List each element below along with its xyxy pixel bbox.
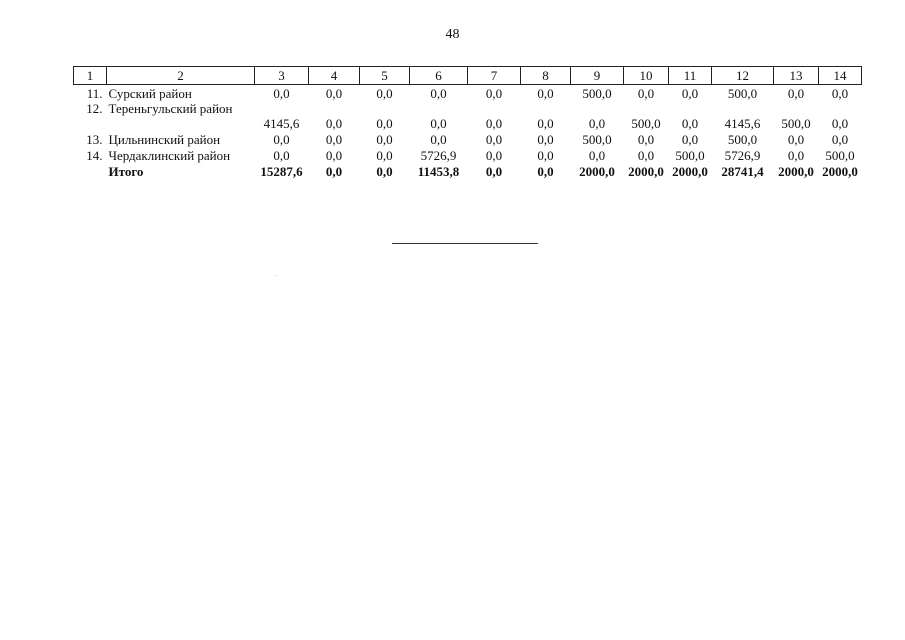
total-value-cell: 0,0	[376, 164, 393, 179]
table-row	[74, 147, 862, 163]
district-name: Сурский район	[108, 86, 192, 101]
value-cell: 0,0	[325, 86, 343, 101]
total-row	[74, 163, 862, 179]
value-cell: 500,0	[781, 116, 811, 131]
value-cell: 0,0	[831, 86, 849, 101]
column-header: 10	[624, 67, 669, 85]
total-value-cell: 2000,0	[822, 164, 858, 179]
value-cell: 0,0	[430, 116, 447, 131]
value-cell: 4145,6	[724, 116, 761, 131]
row-number: 11.	[86, 86, 103, 101]
column-header: 12	[712, 67, 774, 85]
value-cell: 0,0	[325, 132, 343, 147]
header-row	[74, 67, 862, 85]
value-cell: 0,0	[430, 132, 447, 147]
column-header: 2	[107, 67, 255, 85]
total-value-cell: 2000,0	[672, 164, 708, 179]
value-cell: 4145,6	[263, 116, 300, 131]
value-cell: 0,0	[537, 148, 554, 163]
value-cell: 0,0	[537, 132, 554, 147]
value-cell: 500,0	[675, 148, 705, 163]
column-header: 8	[521, 67, 571, 85]
district-name: Тереньгульский район	[108, 101, 233, 116]
value-cell: 0,0	[325, 116, 343, 131]
value-cell: 0,0	[273, 148, 290, 163]
value-cell: 0,0	[537, 116, 554, 131]
value-cell: 0,0	[273, 132, 290, 147]
value-cell: 0,0	[485, 148, 503, 163]
value-cell: 0,0	[537, 86, 554, 101]
end-rule-divider	[392, 243, 538, 244]
value-cell: 0,0	[787, 148, 805, 163]
total-value-cell: 2000,0	[579, 164, 615, 179]
value-cell: 0,0	[831, 132, 849, 147]
value-cell: 0,0	[787, 86, 805, 101]
value-cell: 500,0	[631, 116, 661, 131]
value-cell: 500,0	[825, 148, 855, 163]
row-number	[74, 163, 107, 179]
row-number: 14.	[86, 148, 103, 163]
value-cell: 0,0	[485, 132, 503, 147]
value-cell: 0,0	[376, 132, 393, 147]
column-header: 6	[410, 67, 468, 85]
table-row	[74, 85, 862, 102]
district-name: Цильнинский район	[108, 132, 221, 147]
table-row	[74, 131, 862, 147]
total-value-cell: 0,0	[325, 164, 343, 179]
value-cell: 0,0	[485, 116, 503, 131]
total-value-cell: 15287,6	[260, 164, 303, 179]
value-cell: 0,0	[376, 148, 393, 163]
value-cell: 5726,9	[420, 148, 457, 163]
budget-table	[73, 66, 862, 179]
value-cell: 0,0	[637, 86, 655, 101]
column-header: 1	[74, 67, 107, 85]
column-header: 3	[255, 67, 309, 85]
page-number: 48	[445, 27, 460, 42]
value-cell: 0,0	[637, 132, 655, 147]
column-header: 11	[669, 67, 712, 85]
column-header: 5	[360, 67, 410, 85]
value-cell: 0,0	[588, 116, 606, 131]
value-cell: 0,0	[485, 86, 503, 101]
row-number: 13.	[86, 132, 103, 147]
total-value-cell: 0,0	[485, 164, 503, 179]
total-value-cell: 0,0	[537, 164, 554, 179]
value-cell: 5726,9	[724, 148, 761, 163]
total-value-cell: 2000,0	[628, 164, 664, 179]
value-cell: 0,0	[325, 148, 343, 163]
table-row	[74, 101, 862, 131]
row-number: 12.	[86, 101, 103, 116]
value-cell: 500,0	[582, 132, 612, 147]
value-cell: 500,0	[727, 86, 758, 101]
value-cell: 0,0	[588, 148, 606, 163]
value-cell: 0,0	[681, 116, 699, 131]
value-cell: 0,0	[681, 132, 699, 147]
value-cell: 500,0	[582, 86, 612, 101]
total-value-cell: 11453,8	[417, 164, 460, 179]
total-value-cell: 28741,4	[721, 164, 764, 179]
column-header: 9	[571, 67, 624, 85]
total-label: Итого	[108, 164, 144, 179]
value-cell: 0,0	[376, 86, 393, 101]
value-cell: 0,0	[637, 148, 655, 163]
column-header: 13	[774, 67, 819, 85]
district-name: Чердаклинский район	[108, 148, 231, 163]
column-header: 7	[468, 67, 521, 85]
scan-speck	[275, 275, 276, 276]
total-value-cell: 2000,0	[778, 164, 814, 179]
column-header: 14	[819, 67, 862, 85]
value-cell: 0,0	[787, 132, 805, 147]
column-header: 4	[309, 67, 360, 85]
value-cell: 0,0	[681, 86, 699, 101]
value-cell: 500,0	[727, 132, 758, 147]
value-cell: 0,0	[273, 86, 290, 101]
value-cell: 0,0	[831, 116, 849, 131]
value-cell: 0,0	[376, 116, 393, 131]
value-cell: 0,0	[430, 86, 447, 101]
